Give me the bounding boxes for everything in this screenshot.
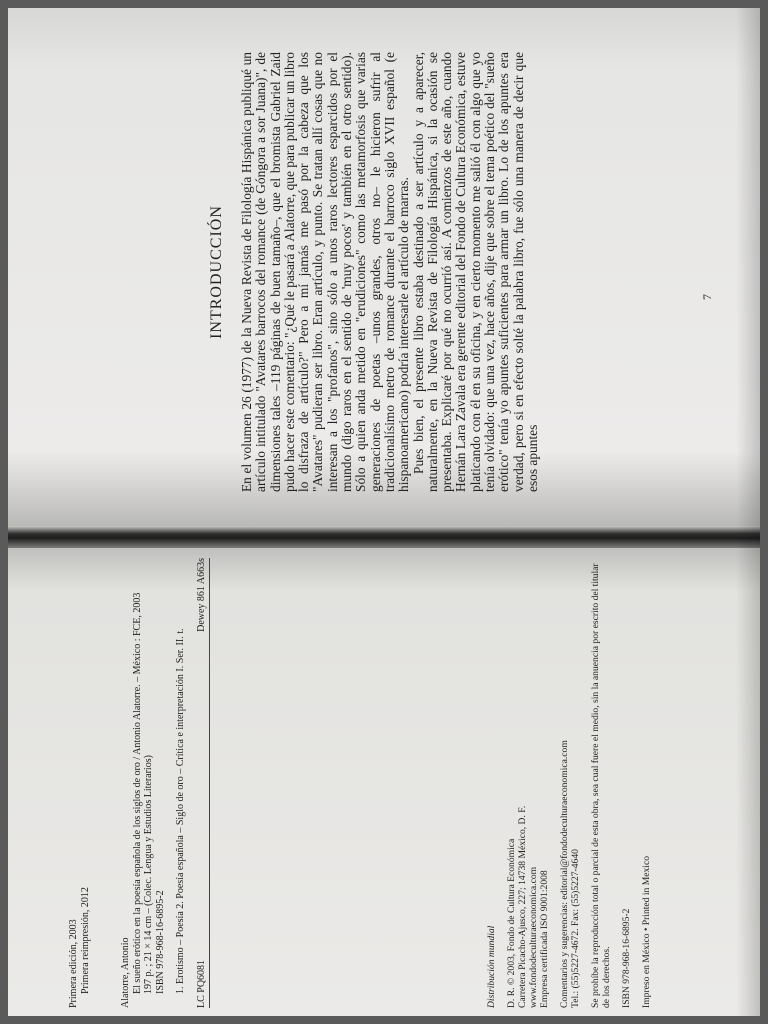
page-number: 7 xyxy=(700,294,714,300)
publisher-info xyxy=(486,558,666,1008)
contact-line-2: Tel.: (55)5227-4672. Fax: (55)5227-4640 xyxy=(570,849,581,1008)
book-scan xyxy=(8,8,760,1016)
catalog-subjects: 1. Erotismo – Poesía 2. Poesía española – Siglo de oro – Crítica e interpretación I. Ser. II. t. xyxy=(175,628,186,994)
bleed-through-text xyxy=(96,98,196,478)
book-gutter xyxy=(8,526,760,548)
catalog-physical: 197 p. ; 21 × 14 cm – (Colec. Lengua y Estudios Literarios) xyxy=(143,755,154,994)
catalog-author: Alatorre, Antonio xyxy=(120,937,131,1008)
catalog-isbn: ISBN 978-968-16-6895-2 xyxy=(154,890,166,994)
catalog-title: El sueño erótico en la poesía española de los siglos de oro / Antonio Alatorre. – México : FCE, 2003 xyxy=(131,592,143,994)
publisher-line-2: Carretera Picacho-Ajusco, 227; 14738 México, D. F. xyxy=(517,805,528,1008)
isbn-line: ISBN 978-968-16-6895-2 xyxy=(621,908,632,1008)
catalog-dewey: Dewey 861 A663s xyxy=(195,558,207,632)
intro-paragraph-1: En el volumen 26 (1977) de la Nueva Revista de Filología Hispánica publiqué un artículo intitulado "Avatares barrocos del romance (de Góngora a sor Juana)", de dimensiones tales –119 páginas de buen tamaño–, que el bromista Gabriel Zaid pudo hacer este comentario: "¿Qué le pasará a Alatorre, que para publicar un libro lo disfraza de artículo?" Pero a mí jamás me pasó por la cabeza que los "Avatares" pudieran ser libro. Eran artículo, y punto. Se tratan allí cosas que no interesan a los "profanos", sino sólo a unos raros lectores esparcidos por el mundo (digo raros en el sentido de 'muy pocos' y también en el otro sentido). Sólo a quien anda metido en "erudiciones" como las metamorfosis que varias generaciones de poetas –unos grandes, otros no– le hicieron sufrir al tradicionalísimo metro de romance durante el barroco siglo XVII español (e hispanoamericano) podría interesarle el artículo de marras. xyxy=(239,52,412,492)
edition-line-2: Primera reimpresión, 2012 xyxy=(79,887,91,994)
publisher-line-1: D. R. © 2003, Fondo de Cultura Económica xyxy=(506,838,517,1008)
catalog-lc: LC PQ6081 xyxy=(195,959,207,1008)
contact-line-1: Comentarios y sugerencias: editorial@fondodeculturaeconomica.com xyxy=(559,740,570,1008)
printed-in-line: Impreso en México • Printed in Mexico xyxy=(641,855,652,1008)
edition-line-1: Primera edición, 2003 xyxy=(68,919,79,1008)
chapter-title: INTRODUCCIÓN xyxy=(208,205,225,339)
bleed-through-title xyxy=(243,563,443,993)
publisher-website: www.fondodeculturaeconomica.com xyxy=(528,866,539,1008)
rights-notice: Se prohíbe la reproducción total o parcial de esta obra, sea cual fuere el medio, sin la anuencia por escrito del titular de los derechos. xyxy=(590,563,612,1008)
distribution-heading: Distribución mundial xyxy=(486,925,497,1008)
page-edge-shadow xyxy=(736,8,760,1016)
introduction-section xyxy=(208,52,540,492)
intro-paragraph-2: Pues bien, el presente libro estaba destinado a ser artículo y a aparecer, naturalmente, en la Nueva Revista de Filología Hispánica, si la ocasión se presentaba. Explicaré por qué no ocurrió así. A comienzos de este año, cuando Hernán Lara Zavala era gerente editorial del Fondo de Cultura Económica, estuve platicando con él en su oficina, y en cierto momento me salió él con algo que yo tenía olvidado: que una vez, hace años, dije que sobre el tema poético del "sueño erótico" tenía yo apuntes suficientes para armar un libro. Lo de los apuntes era verdad, pero si en efecto solté la palabra libro, fue sólo una manera de decir que esos apuntes xyxy=(410,52,540,492)
publisher-certification: Empresa certificada ISO 9001:2008 xyxy=(539,870,550,1008)
